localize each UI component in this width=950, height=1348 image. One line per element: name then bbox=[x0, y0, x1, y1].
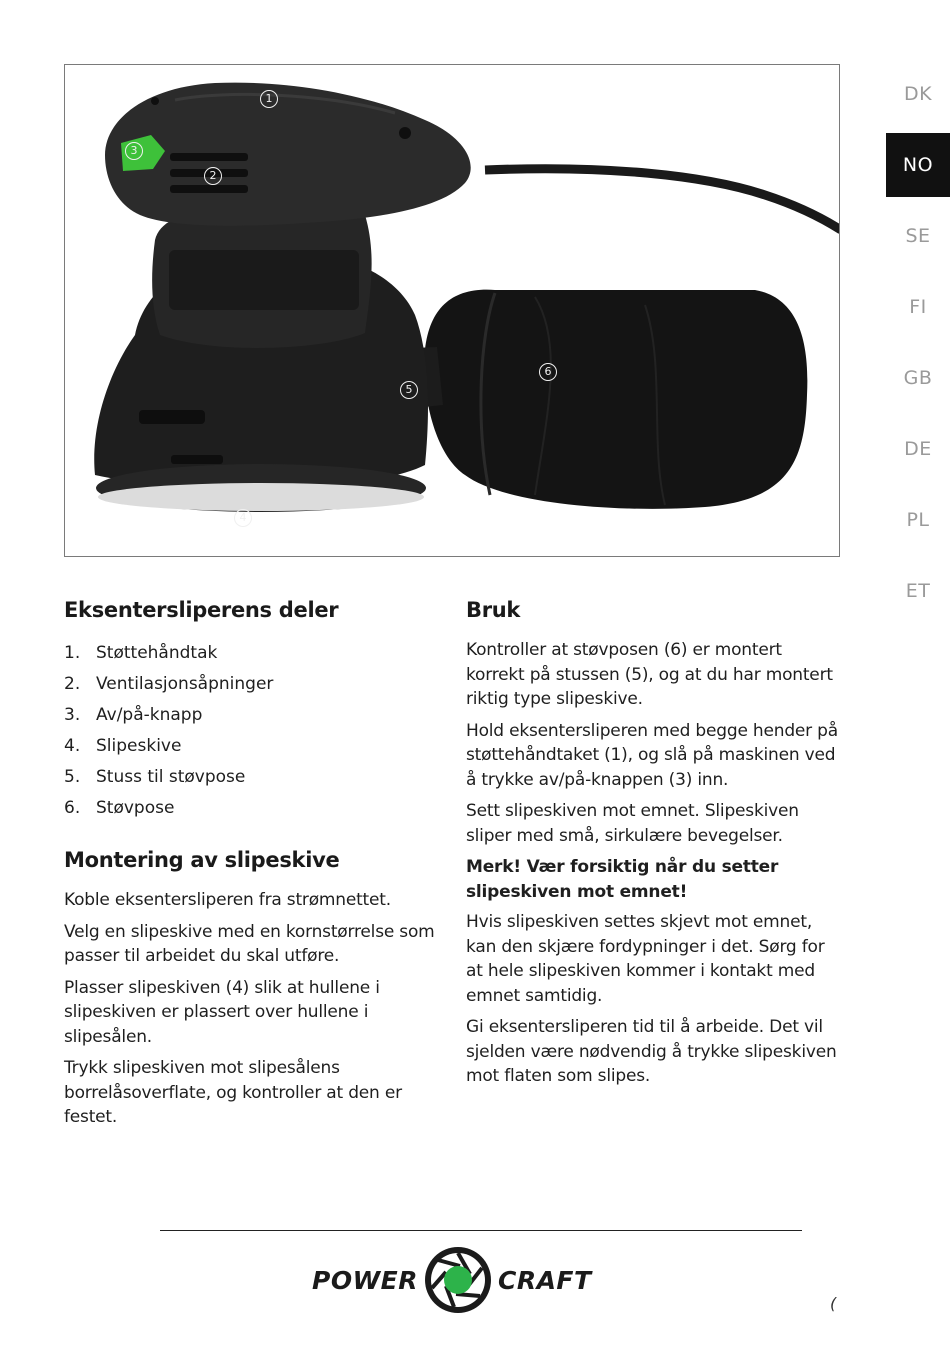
list-item: 1. Støttehåndtak bbox=[64, 643, 218, 663]
page-number: ( bbox=[830, 1294, 837, 1313]
lang-tab-de[interactable]: DE bbox=[904, 438, 932, 460]
aperture-logo-icon bbox=[422, 1244, 494, 1316]
lang-tab-fi[interactable]: FI bbox=[909, 296, 927, 318]
use-paragraph: Hold eksentersliperen med begge hender på støttehåndtaket (1), og slå på maskinen ved å trykke av/på-knappen (3) inn. bbox=[466, 720, 838, 790]
lang-tab-dk[interactable]: DK bbox=[903, 83, 933, 105]
parts-list bbox=[64, 638, 444, 824]
language-tabs bbox=[886, 62, 950, 630]
powercraft-logo bbox=[312, 1244, 642, 1316]
logo-word-craft: CRAFT bbox=[497, 1265, 592, 1295]
use-paragraph: Sett slipeskiven mot emnet. Slipeskiven sliper med små, sirkulære bevegelser. bbox=[466, 801, 799, 846]
right-column bbox=[466, 598, 844, 1096]
use-paragraph: Gi eksentersliperen tid til å arbeide. Det vil sjelden være nødvendig å trykke slipeskiven mot flaten som slipes. bbox=[466, 1017, 837, 1086]
list-item: 5. Stuss til støvpose bbox=[64, 767, 246, 787]
mount-paragraph: Velg en slipeskive med en kornstørrelse som passer til arbeidet du skal utføre. bbox=[64, 921, 435, 966]
lang-tab-gb[interactable]: GB bbox=[903, 367, 933, 389]
list-item: 4. Slipeskive bbox=[64, 736, 182, 756]
mount-heading: Montering av slipeskive bbox=[64, 848, 340, 872]
use-heading: Bruk bbox=[466, 598, 521, 622]
parts-heading: Eksentersliperens deler bbox=[64, 598, 339, 622]
callout-2: 2 bbox=[204, 167, 222, 185]
lang-tab-pl[interactable]: PL bbox=[906, 509, 930, 531]
mount-paragraph: Koble eksentersliperen fra strømnettet. bbox=[64, 890, 391, 910]
mount-paragraph: Trykk slipeskiven mot slipesålens borrelåsoverflate, og kontroller at den er festet. bbox=[64, 1058, 402, 1127]
callout-3: 3 bbox=[125, 142, 143, 160]
callout-5: 5 bbox=[400, 381, 418, 399]
mount-paragraph: Plasser slipeskiven (4) slik at hullene i slipeskiven er plassert over hullene i slipesålen. bbox=[64, 977, 380, 1047]
use-paragraph: Hvis slipeskiven settes skjevt mot emnet, kan den skjære fordypninger i det. Sørg for at hele slipeskiven kommer i kontakt med emnet samtidig. bbox=[466, 912, 825, 1006]
use-paragraph: Kontroller at støvposen (6) er montert korrekt på stussen (5), og at du har montert riktig type slipeskive. bbox=[466, 640, 833, 709]
callout-6: 6 bbox=[539, 363, 557, 381]
lang-tab-se[interactable]: SE bbox=[905, 225, 931, 247]
logo-word-power: POWER bbox=[312, 1265, 418, 1295]
sander-figure bbox=[64, 64, 840, 557]
lang-tab-no[interactable]: NO bbox=[886, 133, 950, 197]
list-item: 2. Ventilasjonsåpninger bbox=[64, 674, 274, 694]
sander-illustration bbox=[65, 65, 840, 557]
lang-tab-et[interactable]: ET bbox=[905, 580, 931, 602]
callout-4: 4 bbox=[234, 509, 252, 527]
footer-divider bbox=[160, 1230, 802, 1231]
list-item: 3. Av/på-knapp bbox=[64, 705, 203, 725]
left-column bbox=[64, 598, 444, 1137]
warning-note: Merk! Vær forsiktig når du setter slipeskiven mot emnet! bbox=[466, 857, 779, 902]
callout-1: 1 bbox=[260, 90, 278, 108]
list-item: 6. Støvpose bbox=[64, 798, 175, 818]
